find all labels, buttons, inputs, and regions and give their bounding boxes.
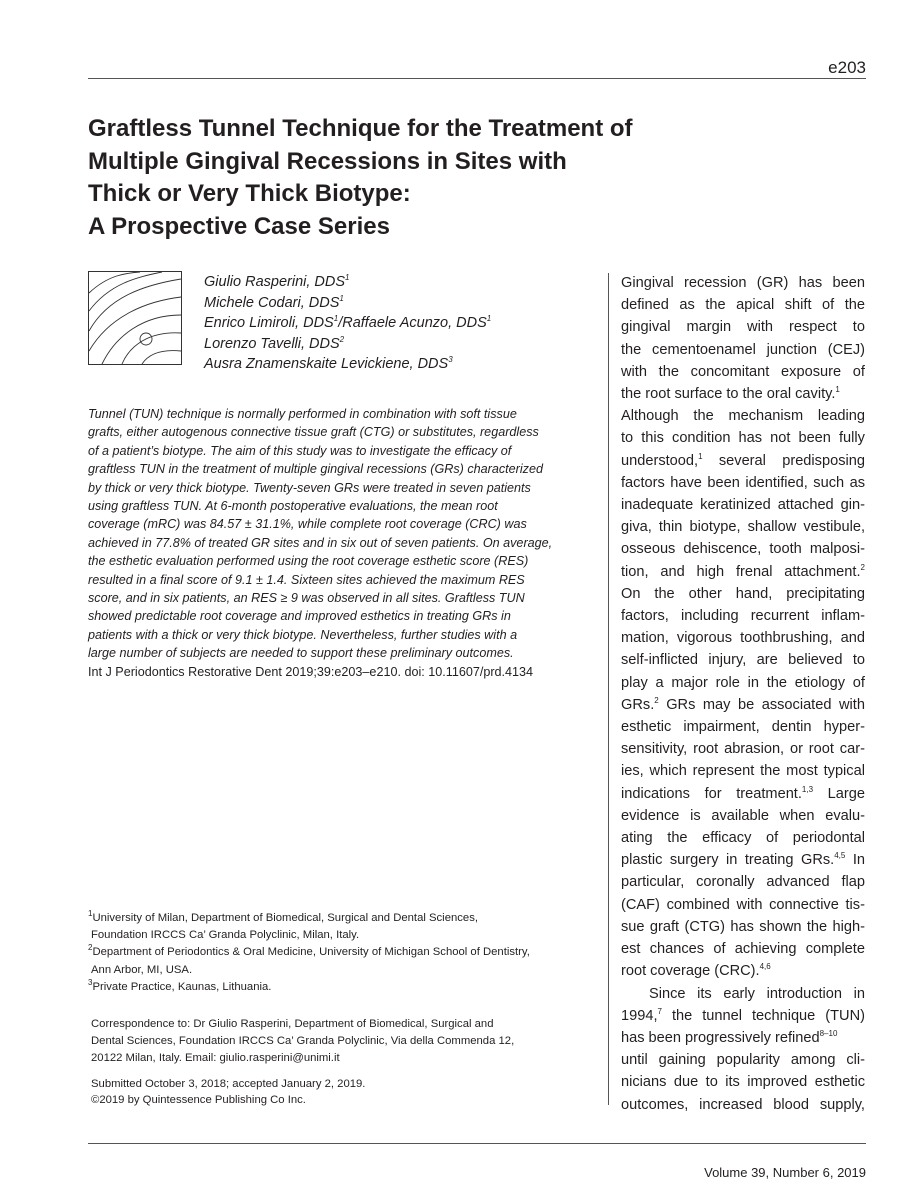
body-word: improved [747,1074,808,1091]
body-word: the [667,830,688,847]
body-word: other [688,585,722,602]
title-line: Graftless Tunnel Technique for the Treatment of [88,115,633,142]
body-word: with [838,696,865,713]
body-line [621,983,865,1005]
title-line: A Prospective Case Series [88,212,390,240]
body-word: cli- [846,1052,865,1069]
body-word: graft [649,918,680,935]
abstract-line: achieved in 77.8% of treated GR sites and in six out of seven patients. On average, [88,535,553,550]
body-word: ies, [621,763,644,780]
body-word: plastic [621,852,663,869]
body-word: dentin [771,719,812,736]
body-word: efficacy [702,830,752,847]
correspondence-line: Dental Sciences, Foundation IRCCS Ca’ Granda Polyclinic, Via della Commenda 12, [91,1035,515,1048]
body-word: identified, [745,474,808,491]
body-word: giva, [621,519,652,536]
abstract-line: large number of subjects are needed to support these preliminary outcomes. [88,646,514,661]
article-title [88,113,728,243]
body-line [621,1005,865,1027]
body-line [621,760,865,782]
body-word: a [655,674,664,691]
abstract-line: graftless TUN in the treatment of multiple gingival recessions (GRs) characterized [88,462,543,477]
body-word: due [673,1074,699,1091]
body-word: the [760,763,781,780]
body-word: has [730,918,754,935]
body-word: of [822,297,835,314]
abstract [88,405,598,681]
body-line [621,871,865,893]
body-word: been [648,1029,681,1046]
body-word: combined [666,896,730,913]
body-line [621,716,865,738]
body-word: (CTG) [684,918,726,935]
journal-logo-icon [88,271,182,365]
body-word: be [737,696,755,713]
body-line [621,1094,865,1116]
citation-ref: 1,3 [801,784,814,794]
body-word: progressively [685,1029,771,1046]
abstract-line: showed predictable root coverage and improved esthetics in treating GRs in [88,609,511,624]
body-word: to [621,430,634,447]
body-word: factors [621,474,665,491]
body-word: vigorous [676,630,733,647]
author-line: Giulio Rasperini, DDS$^1$ [204,273,350,290]
body-word: technique [752,1007,816,1024]
body-word: popularity [716,1052,780,1069]
body-word: or [789,741,803,758]
body-word: biotype, [689,519,741,536]
submission-info [91,1077,611,1108]
body-line [621,783,865,805]
body-line [621,605,865,627]
body-word: (CAF) [621,896,660,913]
body-word: condition [672,430,731,447]
body-line [621,361,865,383]
citation-ref: 1 [698,451,703,461]
body-word: to [705,1074,718,1091]
body-word: major [671,674,708,691]
abstract-line: of a patient’s biotype. The aim of this study was to investigate the efficacy of [88,443,512,458]
body-word: is [690,807,701,824]
body-word: impairment, [683,719,760,736]
body-word: increased [699,1096,763,1113]
body-word: On [621,585,641,602]
body-word: ating [621,830,653,847]
abstract-line: resulted in a final score of 9.1 ± 1.4. Sixteen sites achieved the maximum RES [88,572,525,587]
body-word: recession [684,275,747,291]
body-word: play [621,674,648,691]
body-word: Large [827,785,865,802]
citation-ref: 4,6 [759,962,771,972]
body-word: precipitating [786,585,865,602]
body-word: outcomes, [621,1096,689,1113]
body-word: its [725,1074,740,1091]
body-word: believed [788,652,843,669]
author-line: Michele Codari, DDS$^1$ [204,293,344,311]
citation-line: Int J Periodontics Restorative Dent 2019;39:e203–e210. doi: 10.11607/prd.4134 [88,664,534,679]
abstract-line: grafts, either autogenous connective tissue graft (CTG) or substitutes, regardless [88,425,539,440]
body-word: the [742,386,763,403]
body-word: dehiscence, [683,541,762,558]
abstract-line: coverage (mRC) was 84.57 ± 31.1%, while complete root coverage (CRC) was [88,517,527,532]
body-word: inadequate [621,497,694,514]
body-word: with [621,363,647,380]
body-word: when [779,807,815,824]
body-word: 1994,$^7$ [621,1006,662,1024]
abstract-line: by thick or very thick biotype. Twenty-seven GRs were treated in seven patients [88,480,531,495]
body-word: the [671,1007,693,1024]
body-word: toothbrushing, [740,630,833,647]
affiliation-line: $^3$Private Practice, Kaunas, Lithuania. [88,978,272,993]
body-word: available [711,807,769,824]
body-word: the [654,585,675,602]
body-line [621,849,865,871]
citation-ref: 2 [654,696,659,705]
body-word: keratinized [700,497,771,514]
affiliation-line: Foundation IRCCS Ca’ Granda Polyclinic, Milan, Italy. [91,929,360,942]
body-word: sensitivity, [621,741,688,758]
body-word: has [798,275,823,291]
body-word: flap [841,874,865,891]
body-word: root [621,963,647,980]
body-word: junction [766,341,817,358]
body-word: thin [658,519,683,536]
body-line [621,1027,865,1049]
citation-ref: 1 [835,385,840,395]
body-word: (TUN) [825,1007,865,1024]
affiliations [88,910,608,996]
abstract-line: Tunnel (TUN) technique is normally performed in combination with soft tissue [88,407,517,421]
body-word: car- [839,741,865,758]
body-word: as [849,474,865,491]
body-line [621,272,865,294]
body-word: for [704,785,722,802]
body-word: treating [744,852,794,869]
body-word: sue [621,918,645,935]
body-word: the [621,386,642,403]
body-word: hand, [735,585,773,602]
body-word: with [736,896,763,913]
body-word: gingival [621,319,671,336]
body-word: recurrent [750,608,810,625]
body-word: has [621,1029,645,1046]
body-word: not [770,430,791,447]
body-line [621,938,865,960]
journal-issue-info: Volume 39, Number 6, 2019 [704,1165,866,1180]
body-word: its [697,985,712,1002]
body-word: role [715,674,740,691]
header-rule [88,78,866,79]
body-word: among [790,1052,836,1069]
copyright-line: ©2019 by Quintessence Publishing Co Inc. [91,1093,306,1106]
body-word: defined [621,297,669,314]
correspondence [91,1016,611,1068]
body-word: connective [769,896,839,913]
author-line: Ausra Znamenskaite Levickiene, DDS$^3$ [204,355,453,372]
body-line [621,694,865,716]
body-word: been [798,430,831,447]
body-word: of [766,830,779,847]
body-word: have [670,474,702,491]
body-word: typical [823,763,865,780]
body-word: been [832,275,865,291]
body-line [621,649,865,671]
body-word: respect [788,319,837,336]
body-word: mechanism [728,408,804,425]
body-word: and [840,630,865,647]
body-line [621,583,865,605]
body-word: (GR) [756,275,789,291]
body-word: blood [773,1096,809,1113]
body-word: the [658,363,679,380]
citation-ref: 2 [860,562,865,572]
body-line [621,538,865,560]
body-word: such [813,474,845,491]
author-line: Enrico Limiroli, DDS$^1$/Raffaele Acunzo, DDS$^1$ [204,314,492,331]
body-word: in [747,674,759,691]
body-word: GRs [666,696,696,713]
body-word: advanced [766,874,830,891]
body-word: concomitant [690,363,770,380]
body-word: associated [761,696,832,713]
citation-ref: 4,5 [834,851,846,861]
body-word: abrasion, [724,741,785,758]
body-word: been [707,474,740,491]
body-line [621,427,865,449]
body-word: osseous [621,541,676,558]
body-word: self-inflicted [621,652,699,669]
body-word: this [641,430,664,447]
body-word: complete [805,941,865,958]
page-number: e203 [828,58,866,77]
body-word: coverage [650,963,711,980]
body-word: including [680,608,739,625]
body-word: understood,$^1$ [621,451,703,469]
body-word: tunnel [702,1007,743,1024]
body-word: GRs.$^{4,5}$ [800,851,846,869]
body-line [621,316,865,338]
body-word: etiology [794,674,846,691]
body-word: factors, [621,608,669,625]
body-word: the [806,918,828,935]
body-word: attachment.$^2$ [784,562,865,580]
body-word: tis- [845,896,865,913]
footer-rule [88,1143,866,1144]
body-word: fully [838,430,865,447]
body-word: to [726,386,739,403]
citation-ref: 8–10 [819,1029,838,1039]
body-line [621,894,865,916]
body-word: in [725,852,738,869]
body-word: shallow [747,519,797,536]
body-word: high- [832,918,865,935]
body-word: attached [777,497,834,514]
abstract-line: using graftless TUN. At 6-month postoperative evaluations, the mean root [88,499,498,514]
body-word: are [756,652,778,669]
body-word: the [693,408,714,425]
body-word: surgery [669,852,719,869]
body-word: gin- [840,497,865,514]
body-word: indications [621,785,690,802]
body-word: the [621,341,642,358]
body-word: with [747,319,773,336]
body-word: est [621,941,641,958]
body-word: the [844,297,865,314]
body-word: leading [817,408,865,425]
body-word: predisposing [782,452,865,469]
body-word: evidence [621,807,680,824]
abstract-line: the esthetic evaluation performed using the root coverage esthetic score (RES) [88,554,529,569]
body-line [621,672,865,694]
body-line [621,494,865,516]
body-word: GRs.$^2$ [621,696,659,713]
abstract-line: patients with a thick or very thick biotype. Nevertheless, further studies with a [88,627,518,642]
body-word: (CEJ) [827,341,865,358]
body-line [621,294,865,316]
body-line [621,516,865,538]
body-word: until [621,1052,648,1069]
body-word: tooth [769,541,802,558]
body-word: high [696,563,725,580]
body-word: introduction [766,985,843,1002]
body-word: of [852,363,865,380]
body-word: inflam- [821,608,865,625]
correspondence-line: Correspondence to: Dr Giulio Rasperini, Department of Biomedical, Surgical and [91,1018,494,1030]
body-word: may [702,696,731,713]
body-line [621,738,865,760]
body-word: chances [649,941,705,958]
citation-ref: 7 [657,1006,662,1016]
correspondence-line: 20122 Milan, Italy. Email: giulio.rasperini@unimi.it [91,1052,340,1065]
body-word: injury, [708,652,747,669]
body-word: frenal [735,563,773,580]
column-rule [608,273,609,1105]
body-line [621,383,865,405]
body-word: surface [674,386,723,403]
body-line [621,827,865,849]
body-word: to [852,319,865,336]
body-word: exposure [781,363,842,380]
body-word: cementoenamel [652,341,756,358]
body-text-column [621,272,865,1116]
body-word: particular, [621,874,685,891]
body-word: root [808,741,834,758]
body-word: several [718,452,766,469]
body-line [621,472,865,494]
affiliation-line: Ann Arbor, MI, USA. [91,963,193,976]
body-word: the [705,297,726,314]
title-line: Multiple Gingival Recessions in Sites with [88,147,567,175]
body-word: refined$^{8-10}$ [774,1029,838,1046]
body-word: and [660,563,685,580]
body-line [621,1071,865,1093]
body-word: malposi- [809,541,865,558]
body-word: periodontal [792,830,865,847]
body-word: to [852,652,865,669]
affiliation-line: $^1$University of Milan, Department of Biomedical, Surgical and Dental Sciences, [88,909,478,924]
body-word: root [645,386,671,403]
body-word: (CRC).$^{4,6}$ [714,962,771,980]
body-word: cavity.$^1$ [795,385,840,403]
body-word: margin [686,319,732,336]
body-line [621,1049,865,1071]
body-line [621,561,865,583]
abstract-line: score, and in six patients, an RES ≥ 9 was observed in all sites. Graftless TUN [88,591,525,606]
body-word: as [679,297,695,314]
body-word: supply, [819,1096,865,1113]
body-line [621,916,865,938]
submitted-line: Submitted October 3, 2018; accepted January 2, 2019. [91,1078,366,1090]
body-word: esthetic [814,1074,865,1091]
body-word: shift [784,297,812,314]
body-word: vestibule, [803,519,865,536]
title-line: Thick or Very Thick Biotype: [88,180,411,207]
body-word: Since [649,985,686,1002]
body-word: mation, [621,630,669,647]
body-word: of [852,674,865,691]
body-word: represent [692,763,755,780]
affiliation-line: $^2$Department of Periodontics & Oral Medicine, University of Michigan School of Dentistry, [88,943,530,959]
body-word: most [786,763,818,780]
body-word: which [649,763,687,780]
body-word: In [852,852,865,869]
body-word: evalu- [825,807,865,824]
body-line [621,405,865,427]
body-word: hyper- [823,719,865,736]
body-line [621,339,865,361]
body-word: in [853,985,865,1002]
body-line [621,960,865,982]
body-word: oral [766,386,792,403]
body-line [621,627,865,649]
author-list [204,272,604,375]
body-word: apical [736,297,775,314]
body-word: Although [621,408,679,425]
body-word: achieving [734,941,797,958]
body-word: nicians [621,1074,667,1091]
body-word: tion, [621,563,649,580]
body-word: gaining [658,1052,706,1069]
body-word: shown [759,918,802,935]
body-word: esthetic [621,719,672,736]
body-line [621,450,865,472]
body-word: coronally [696,874,755,891]
body-word: of [713,941,726,958]
body-word: the [766,674,787,691]
body-word: treatment.$^{1,3}$ [736,784,814,802]
body-word: root [693,741,719,758]
body-word: has [738,430,763,447]
author-line: Lorenzo Tavelli, DDS$^2$ [204,334,345,352]
body-word: early [723,985,755,1002]
body-word: Gingival [621,275,674,291]
body-line [621,805,865,827]
